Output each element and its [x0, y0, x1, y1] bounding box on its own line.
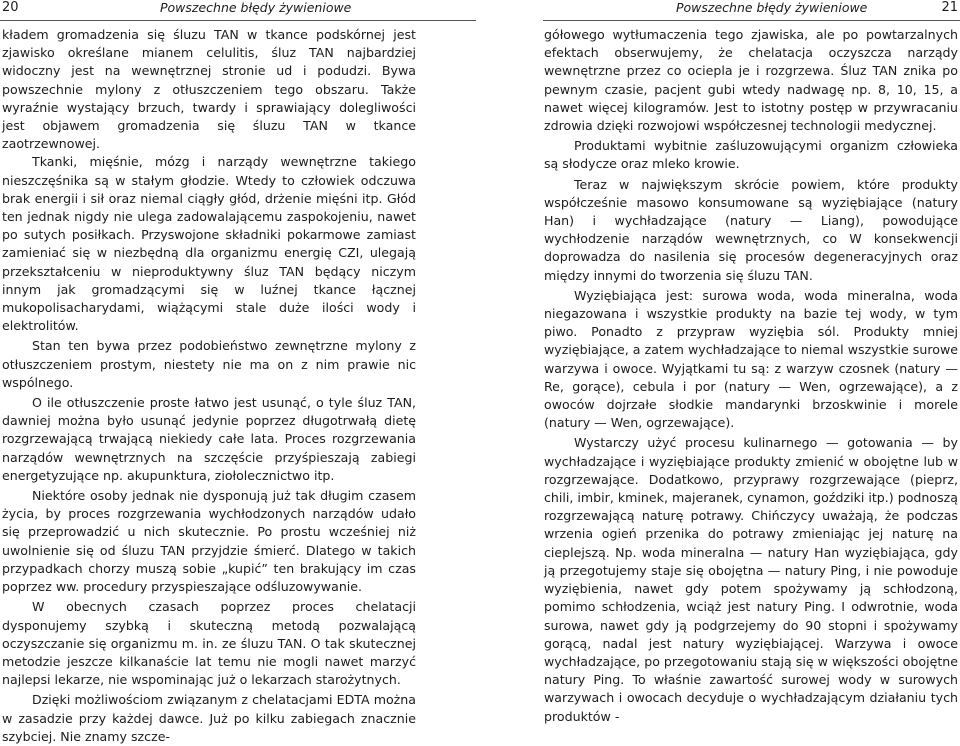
left-paragraph-2: Tkanki, mięśnie, mózg i narządy wewnętrzne takiego nieszczęśnika są w stałym głodzie. Wtedy to człowiek odczuwa brak energii i sił oraz niemal ciągły głód, drżenie mięśni itp. Głód ten jednak nigdy nie ulega zadowalającemu zaspokojeniu, nawet po sutych posiłkach. Przyswojone składniki pokarmowe zamiast zamieniać się w niezbędną dla organizmu energię CZI, ulegają przekształceniu w nieproduktywny śluz TAN będący niczym innym jak gromadzącymi się w luźnej tkance łącznej mukopolisacharydami, wiążącymi stale duże ilości wody i elektrolitów.	[2, 154, 416, 334]
right-text-column	[544, 26, 958, 726]
right-page-number: 21	[941, 0, 958, 15]
right-paragraph-5: Wystarczy użyć procesu kulinarnego — gotowania — by wychładzające i wyziębiające produkty zmienić w obojętne lub w rozgrzewające. Dodatkowo, przyprawy rozgrzewające (pieprz, chili, imbir, kminek, majeranek, cynamon, goździki itp.) podnoszą rozgrzewającą naturę potrawy. Chińczycy uważają, że podczas wrzenia ogień przenika do potrawy zmieniając jej naturę na cieplejszą. Np. woda mineralna — natury Han wyziębiająca, gdy ją przegotujemy staje się obojętna — natury Ping, i nie powoduje wyziębienia, nawet gdy potem spożywamy ją schłodzoną, pomimo schłodzenia, wciąż jest natury Ping. I odwrotnie, woda surowa, nawet gdy ją podgrzejemy do 90 stopni i spożywamy gorącą, nadal jest natury wyziębiającej. Warzywa i owoce wychładzające, po przegotowaniu stają się w większości obojętne natury Ping. To właśnie zawartość surowej wody w surowych warzywach i owocach decyduje o wychładzającym działaniu tych produktów -	[544, 435, 958, 724]
right-header-rule	[543, 20, 960, 21]
right-running-title: Powszechne błędy żywieniowe	[676, 0, 868, 15]
left-running-title: Powszechne błędy żywieniowe	[160, 0, 352, 15]
left-page-header	[0, 0, 476, 16]
right-paragraph-2: Produktami wybitnie zaśluzowującymi organizm człowieka są słodycze oraz mleko krowie.	[544, 138, 958, 172]
left-paragraph-3: Stan ten bywa przez podobieństwo zewnętrzne mylony z otłuszczeniem prostym, niestety nie ma on z nim prawie nic wspólnego.	[2, 338, 416, 390]
right-paragraph-1: gółowego wytłumaczenia tego zjawiska, ale po powtarzalnych efektach obserwujemy, że chelatacja oczyszcza narządy wewnętrzne przez co ociepla je i rozgrzewa. Śluz TAN znika po pewnym czasie, pacjent gubi wtedy nadwagę np. 8, 10, 15, a nawet więcej kilogramów. Jest to istotny postęp w przywracaniu zdrowia dzięki rozwojowi współczesnej technologii medycznej.	[544, 27, 958, 134]
left-header-rule	[0, 20, 476, 21]
left-paragraph-5: Niektóre osoby jednak nie dysponują już tak długim czasem życia, by proces rozgrzewania wychłodzonych narządów udało się przeprowadzić u nich skutecznie. Po prostu wcześniej niż uwolnienie się od śluzu TAN przyjdzie śmierć. Dlatego w takich przypadkach chorzy muszą sobie „kupić” ten brakujący im czas poprzez ww. procedury przyspieszające odśluzowywanie.	[2, 488, 416, 595]
left-text-column	[2, 26, 416, 746]
left-paragraph-1: kładem gromadzenia się śluzu TAN w tkance podskórnej jest zjawisko określane mianem celulitis, śluz TAN najbardziej widoczny jest na wewnętrznej stronie ud i podudzi. Bywa powszechnie mylony z otłuszczeniem tego obszaru. Także wyraźnie wystający brzuch, twardy i sprawiający dolegliwości jest objawem gromadzenia się śluzu TAN w tkance zaotrzewnowej.	[2, 27, 416, 152]
right-page-header	[476, 0, 960, 16]
left-paragraph-7: Dzięki możliwościom związanym z chelatacjami EDTA można w zasadzie przy każdej dawce. Już po kilku zabiegach znacznie szybciej. Nie znamy szcze-	[2, 692, 416, 744]
left-page-number: 20	[2, 0, 19, 15]
right-page	[476, 0, 960, 724]
right-paragraph-3: Teraz w największym skrócie powiem, które produkty współcześnie masowo konsumowane są wyziębiające (natury Han) i wychładzające (natury — Liang), powodujące wychłodzenie narządów wewnętrznych, co W konsekwencji doprowadza do nasilenia się procesów degeneracyjnych oraz między innymi do tworzenia się śluzu TAN.	[544, 176, 958, 283]
right-paragraph-4: Wyziębiająca jest: surowa woda, woda mineralna, woda niegazowana i wszystkie produkty na bazie tej wody, w tym piwo. Ponadto z przypraw wyziębia sól. Produkty mniej wyziębiające, a zatem wychładzające to niemal wszystkie surowe warzywa i owoce. Wyjątkami tu są: z warzyw czosnek (natury — Re, gorące), cebula i por (natury — Wen, ogrzewające), a z owoców dojrzałe słodkie mandarynki brzoskwinie i morele (natury — Wen, ogrzewające).	[544, 287, 958, 431]
left-page	[0, 0, 476, 744]
left-paragraph-4: O ile otłuszczenie proste łatwo jest usunąć, o tyle śluz TAN, dawniej można było usunąć jedynie poprzez długotrwałą dietę rozgrzewającą trwającą niekiedy całe lata. Proces rozgrzewania narządów wewnętrznych na szczęście przyśpieszają zabiegi energetyzujące np. akupunktura, ziołolecznictwo itp.	[2, 395, 416, 483]
left-paragraph-6: W obecnych czasach poprzez proces chelatacji dysponujemy szybką i skuteczną metodą pozwalającą oczyszczanie się organizmu m. in. ze śluzu TAN. O tak skutecznej metodzie jeszcze kilkanaście lat temu nie mogli nawet marzyć najlepsi lekarze, nie wspominając już o lekarzach starożytnych.	[2, 599, 416, 688]
